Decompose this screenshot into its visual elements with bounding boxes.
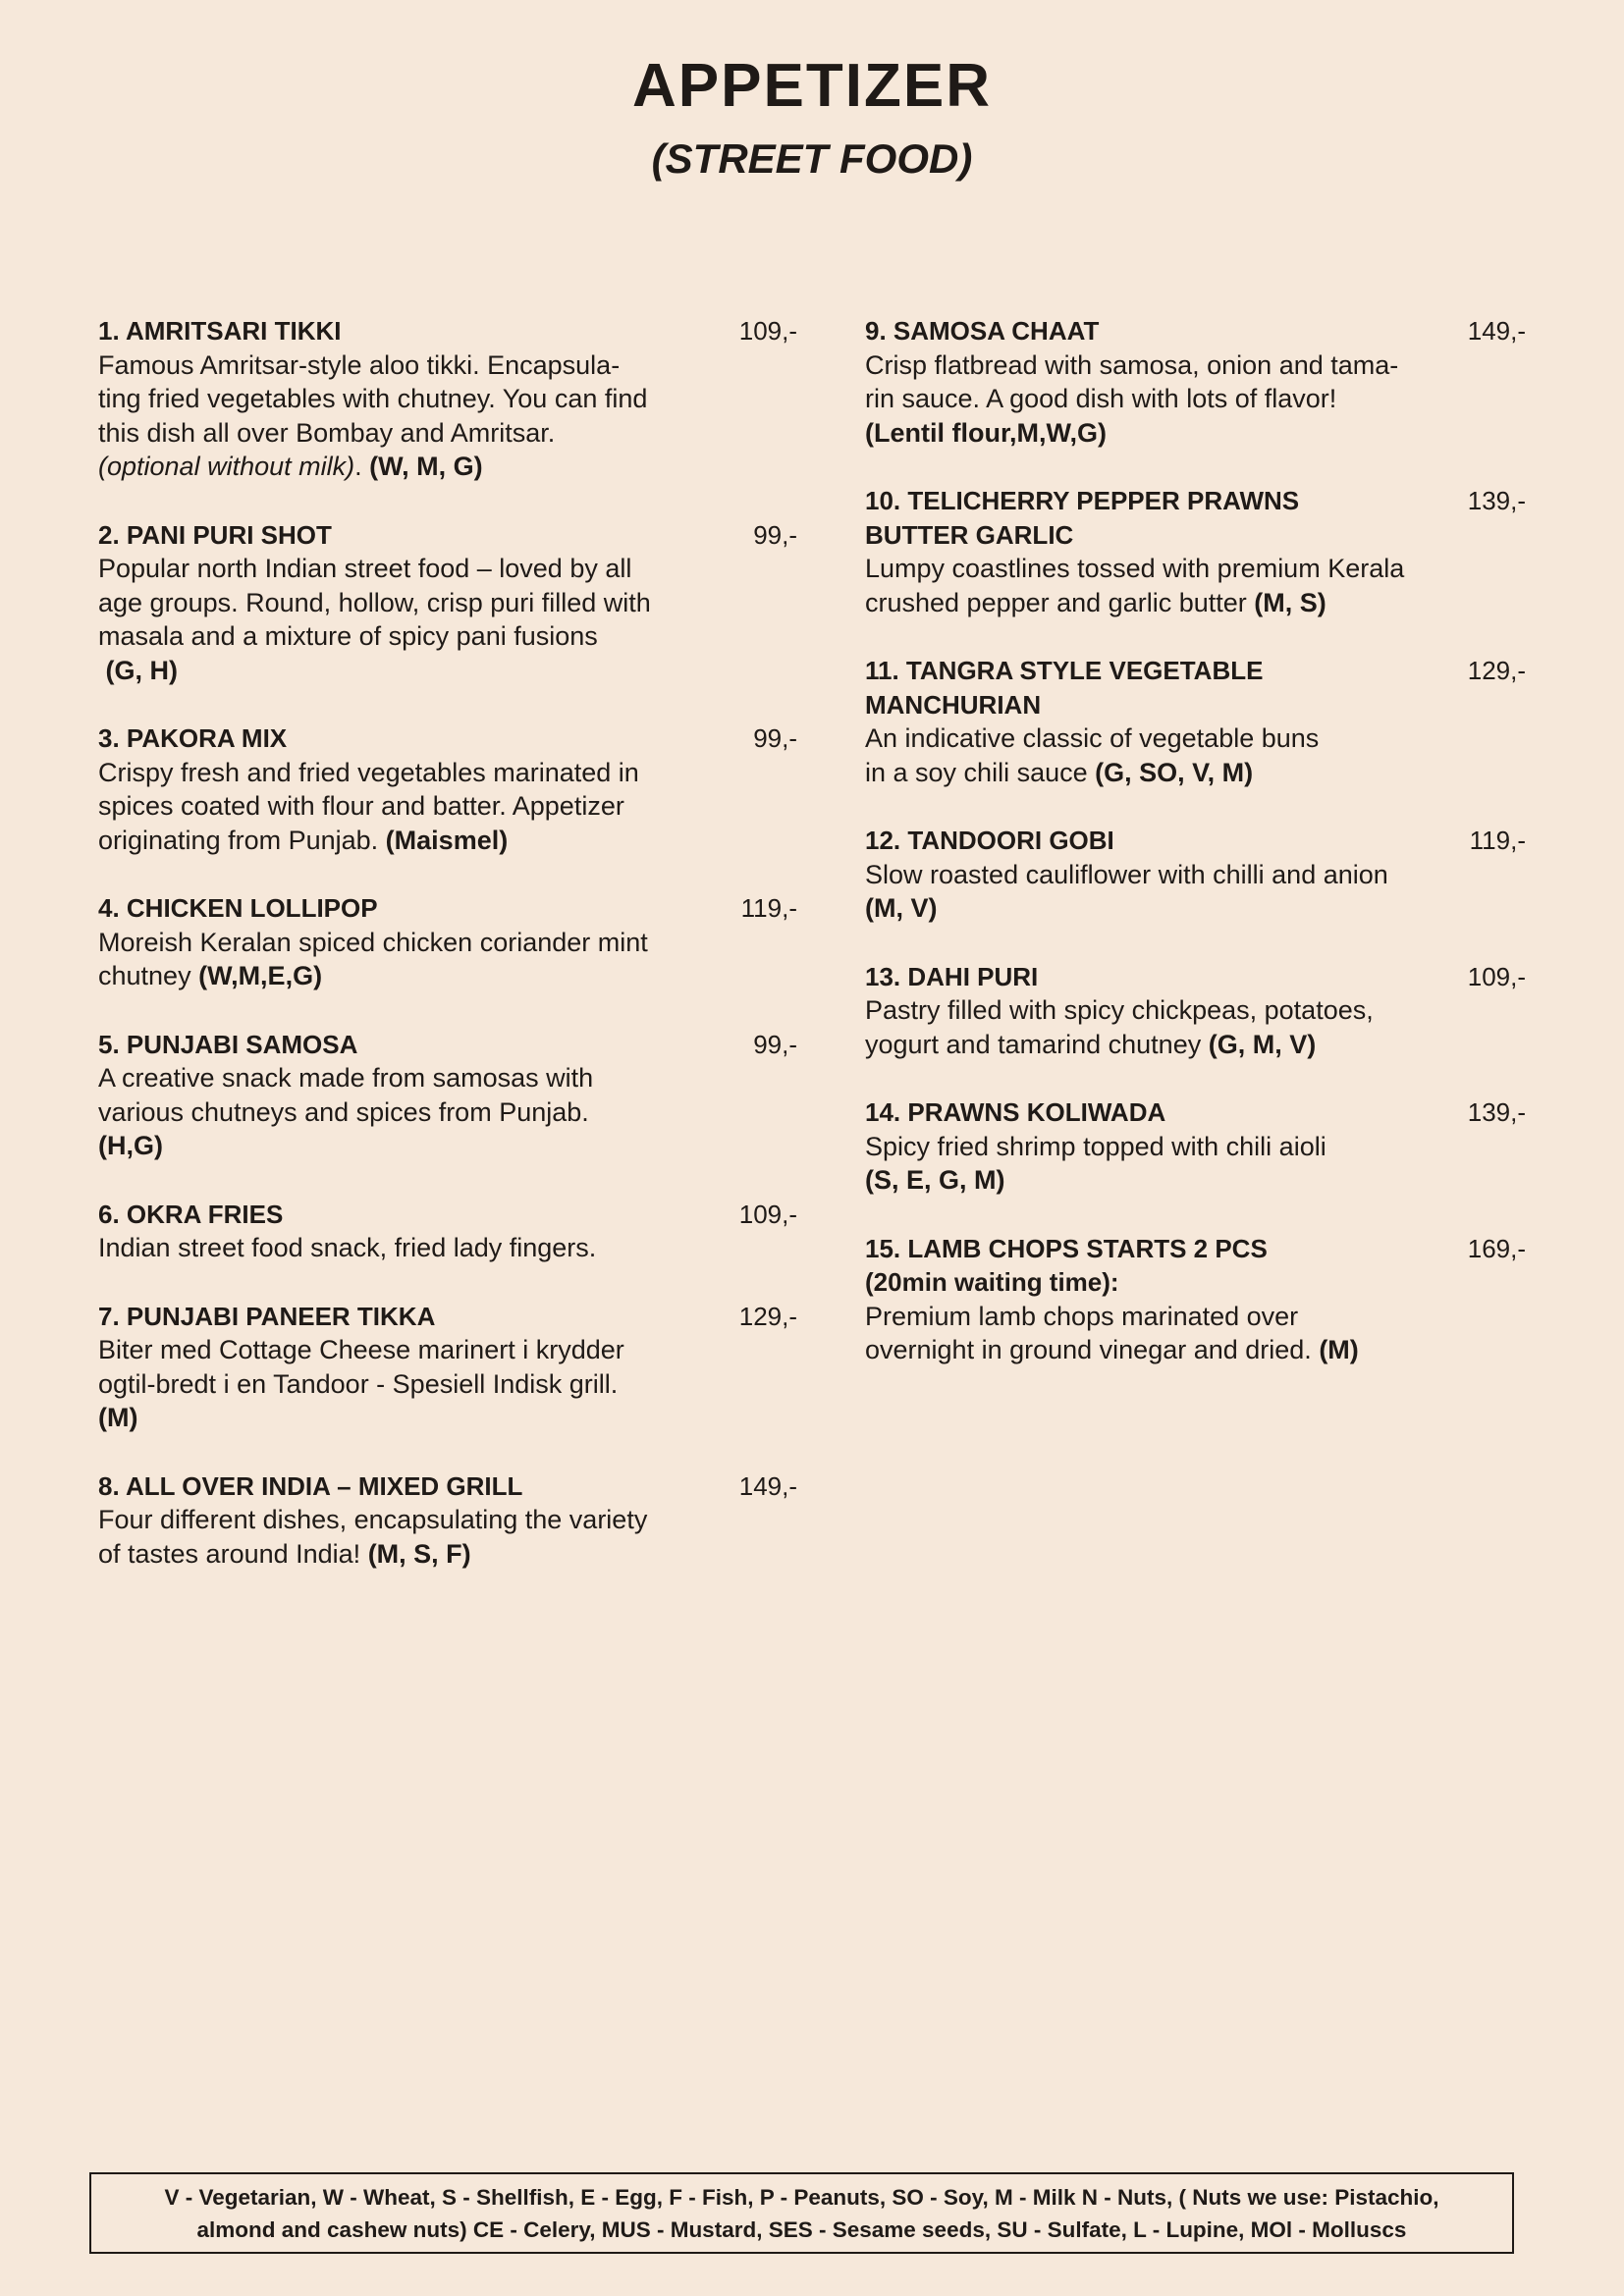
description-line (98, 1095, 797, 1130)
description-line (98, 1503, 797, 1537)
description-line (865, 1130, 1526, 1164)
menu-item-header (98, 891, 797, 926)
description-text: ting fried vegetables with chutney. You can find (98, 384, 648, 413)
menu-item (98, 721, 797, 857)
menu-item-name-continued: MANCHURIAN (865, 689, 1042, 720)
menu-item-header (865, 1095, 1526, 1130)
description-text: rin sauce. A good dish with lots of flavor! (865, 384, 1337, 413)
description-text: Lumpy coastlines tossed with premium Kerala (865, 554, 1405, 583)
menu-item-header (865, 1232, 1526, 1300)
description-text: in a soy chili sauce (865, 757, 1096, 787)
menu-item-names (98, 314, 341, 348)
description-line (865, 1333, 1526, 1367)
description-text: crushed pepper and garlic butter (865, 587, 1255, 617)
menu-item-header (98, 1469, 797, 1504)
menu-item-name: 4. CHICKEN LOLLIPOP (98, 893, 378, 923)
menu-item (865, 1095, 1526, 1198)
description-text: of tastes around India! (98, 1538, 368, 1569)
description-text: masala and a mixture of spicy pani fusions (98, 621, 598, 651)
menu-item-header (865, 960, 1526, 994)
allergen-codes: (M) (98, 1403, 138, 1432)
description-text: . (354, 452, 370, 481)
allergen-codes: (M) (1319, 1335, 1359, 1364)
allergen-codes: (M, V) (865, 893, 938, 923)
description-text (98, 656, 106, 685)
menu-item-name: 15. LAMB CHOPS STARTS 2 PCS (865, 1233, 1268, 1263)
description-line (865, 993, 1526, 1028)
menu-item-header (98, 518, 797, 553)
description-line (865, 858, 1526, 892)
description-line (865, 348, 1526, 383)
menu-item-description (865, 348, 1526, 451)
menu-item-header (865, 824, 1526, 858)
description-line (98, 1367, 797, 1402)
menu-item-names (865, 654, 1263, 721)
description-text: originating from Punjab. (98, 825, 386, 855)
description-text: ogtil-bredt i en Tandoor - Spesiell Indisk grill. (98, 1368, 619, 1399)
description-line (98, 1333, 797, 1367)
menu-item-price: 149,- (738, 1470, 797, 1501)
menu-item-header (865, 484, 1526, 552)
menu-item-header (98, 314, 797, 348)
description-text: overnight in ground vinegar and dried. (865, 1335, 1320, 1364)
description-line (865, 586, 1526, 620)
menu-item-name: 7. PUNJABI PANEER TIKKA (98, 1301, 436, 1331)
menu-item (865, 314, 1526, 450)
description-line (865, 891, 1526, 926)
allergen-legend-line: almond and cashew nuts) CE - Celery, MUS - Mustard, SES - Sesame seeds, SU - Sulfate, L - Lupine, MOl - Molluscs (196, 2216, 1407, 2242)
description-line (865, 1300, 1526, 1334)
description-line (98, 552, 797, 586)
description-text: Four different dishes, encapsulating the variety (98, 1505, 648, 1534)
menu-item-price: 129,- (1467, 656, 1526, 685)
menu-item-price: 109,- (738, 316, 797, 346)
description-line (98, 1537, 797, 1572)
menu-item-price: 109,- (738, 1199, 797, 1229)
menu-item (98, 314, 797, 484)
menu-item-names (98, 721, 287, 756)
description-line (98, 654, 797, 688)
menu-item-name: 10. TELICHERRY PEPPER PRAWNS (865, 486, 1300, 515)
menu-item-description (98, 1231, 797, 1265)
description-text: spices coated with flour and batter. Appetizer (98, 791, 624, 821)
description-line (865, 1163, 1526, 1198)
menu-item-names (865, 484, 1299, 552)
description-line (98, 416, 797, 451)
description-text: Pastry filled with spicy chickpeas, potatoes, (865, 995, 1374, 1025)
menu-item-header (865, 314, 1526, 348)
menu-item-description (865, 858, 1526, 926)
menu-item-price: 99,- (753, 519, 797, 550)
menu-item-price: 99,- (753, 723, 797, 753)
menu-item-price: 99,- (753, 1029, 797, 1059)
description-text: Famous Amritsar-style aloo tikki. Encapsula- (98, 349, 621, 380)
menu-item-price: 149,- (1467, 316, 1526, 346)
allergen-codes: (W,M,E,G) (198, 961, 323, 990)
description-text: An indicative classic of vegetable buns (865, 723, 1320, 753)
description-line (98, 1129, 797, 1163)
description-text: yogurt and tamarind chutney (865, 1029, 1209, 1059)
menu-item-description (865, 1300, 1526, 1367)
description-text: A creative snack made from samosas with (98, 1063, 594, 1093)
menu-item-name: 11. TANGRA STYLE VEGETABLE (865, 656, 1264, 685)
menu-item-header (98, 1198, 797, 1232)
menu-item-names (98, 1198, 283, 1232)
menu-item-header (865, 654, 1526, 721)
description-line (98, 348, 797, 383)
menu-item-description (865, 721, 1526, 789)
description-text: this dish all over Bombay and Amritsar. (98, 417, 556, 448)
description-line (98, 1231, 797, 1265)
description-line (865, 721, 1526, 756)
allergen-legend (89, 2172, 1514, 2254)
menu-item-price: 139,- (1467, 1097, 1526, 1127)
menu-item-name: 1. AMRITSARI TIKKI (98, 316, 342, 346)
menu-item-description (98, 1061, 797, 1163)
menu-item-name: 12. TANDOORI GOBI (865, 826, 1114, 855)
menu-item-price: 129,- (738, 1301, 797, 1331)
description-text: Slow roasted cauliflower with chilli and anion (865, 859, 1388, 889)
menu-item-price: 169,- (1467, 1233, 1526, 1263)
description-text: chutney (98, 961, 199, 990)
menu-item-description (865, 993, 1526, 1061)
description-line (865, 756, 1526, 790)
description-text: Crispy fresh and fried vegetables marinated in (98, 757, 639, 787)
menu-item-description (865, 1130, 1526, 1198)
page-subtitle: (STREET FOOD) (651, 135, 973, 182)
menu-item-name-continued: (20min waiting time): (865, 1267, 1119, 1297)
menu-item-price: 119,- (740, 893, 797, 923)
description-line (98, 824, 797, 858)
menu-item (98, 1198, 797, 1265)
allergen-codes: (G, SO, V, M) (1095, 757, 1254, 787)
description-line (98, 926, 797, 960)
menu-item (865, 824, 1526, 926)
menu-item-name: 14. PRAWNS KOLIWADA (865, 1097, 1166, 1127)
menu-item-description (98, 756, 797, 858)
description-text: Crisp flatbread with samosa, onion and tama- (865, 349, 1399, 380)
description-text: Popular north Indian street food – loved by all (98, 554, 632, 583)
menu-item (98, 1300, 797, 1435)
menu-item-description (98, 348, 797, 484)
allergen-codes: (W, M, G) (369, 452, 483, 481)
menu-item-names (98, 1469, 522, 1504)
description-line (865, 382, 1526, 416)
menu-column-left (98, 314, 797, 1605)
description-text: Biter med Cottage Cheese marinert i krydder (98, 1335, 624, 1364)
menu-item-name: 2. PANI PURI SHOT (98, 519, 332, 550)
description-line (865, 552, 1526, 586)
menu-item (98, 1469, 797, 1572)
description-text: Indian street food snack, fried lady fingers. (98, 1233, 597, 1262)
menu-item-header (98, 721, 797, 756)
description-line (98, 789, 797, 824)
menu-item-names (865, 960, 1038, 994)
description-line (865, 416, 1526, 451)
menu-item-price: 109,- (1467, 961, 1526, 991)
description-text: Premium lamb chops marinated over (865, 1301, 1299, 1331)
menu-item-name: 13. DAHI PURI (865, 961, 1039, 991)
allergen-codes: (M, S, F) (367, 1538, 471, 1569)
allergen-codes: (Maismel) (385, 825, 509, 855)
menu-item-name-continued: BUTTER GARLIC (865, 519, 1074, 550)
menu-item-name: 5. PUNJABI SAMOSA (98, 1029, 358, 1059)
description-line (98, 1401, 797, 1435)
menu-item-names (98, 891, 378, 926)
description-line (98, 586, 797, 620)
description-text: various chutneys and spices from Punjab. (98, 1096, 589, 1127)
menu-item-description (98, 1503, 797, 1571)
menu-item (98, 518, 797, 688)
menu-item-name: 8. ALL OVER INDIA – MIXED GRILL (98, 1470, 523, 1501)
allergen-codes: (H,G) (98, 1131, 163, 1160)
menu-item-header (98, 1028, 797, 1062)
menu-item (865, 484, 1526, 619)
menu-item-names (98, 1300, 435, 1334)
menu-item-name: 3. PAKORA MIX (98, 723, 288, 753)
menu-item-names (98, 1028, 357, 1062)
menu-column-right (865, 314, 1526, 1402)
menu-item-names (98, 518, 332, 553)
description-line (98, 619, 797, 654)
menu-item-price: 139,- (1467, 486, 1526, 515)
allergen-codes: (S, E, G, M) (865, 1165, 1005, 1195)
allergen-legend-line: V - Vegetarian, W - Wheat, S - Shellfish, E - Egg, F - Fish, P - Peanuts, SO - Soy, M - Milk N - Nuts, ( Nuts we use: Pistachio, (164, 2184, 1439, 2210)
menu-item-description (865, 552, 1526, 619)
page-title: APPETIZER (632, 52, 992, 120)
menu-item-price: 119,- (1469, 826, 1526, 855)
allergen-codes: (M, S) (1254, 587, 1326, 617)
description-line (98, 756, 797, 790)
menu-item-header (98, 1300, 797, 1334)
description-line (865, 1028, 1526, 1062)
description-line (98, 382, 797, 416)
description-text: Moreish Keralan spiced chicken coriander mint (98, 927, 648, 957)
menu-item (865, 654, 1526, 789)
menu-item-names (865, 824, 1114, 858)
menu-item (98, 891, 797, 993)
menu-item-names (865, 1232, 1268, 1300)
menu-item-names (865, 314, 1099, 348)
menu-item (865, 1232, 1526, 1367)
description-text: age groups. Round, hollow, crisp puri filled with (98, 587, 651, 617)
menu-item-description (98, 1333, 797, 1435)
description-line (98, 450, 797, 484)
menu-item-description (98, 926, 797, 993)
menu-item-description (98, 552, 797, 687)
menu-item-names (865, 1095, 1165, 1130)
allergen-codes: (Lentil flour,M,W,G) (865, 417, 1107, 448)
menu-item-name: 9. SAMOSA CHAAT (865, 316, 1100, 346)
description-line (98, 1061, 797, 1095)
menu-item-name: 6. OKRA FRIES (98, 1199, 284, 1229)
description-note: (optional without milk) (98, 452, 355, 481)
description-text: Spicy fried shrimp topped with chili aioli (865, 1131, 1326, 1161)
allergen-codes: (G, M, V) (1208, 1029, 1317, 1059)
menu-item (98, 1028, 797, 1163)
menu-item (865, 960, 1526, 1062)
description-line (98, 959, 797, 993)
allergen-codes: (G, H) (105, 655, 179, 685)
